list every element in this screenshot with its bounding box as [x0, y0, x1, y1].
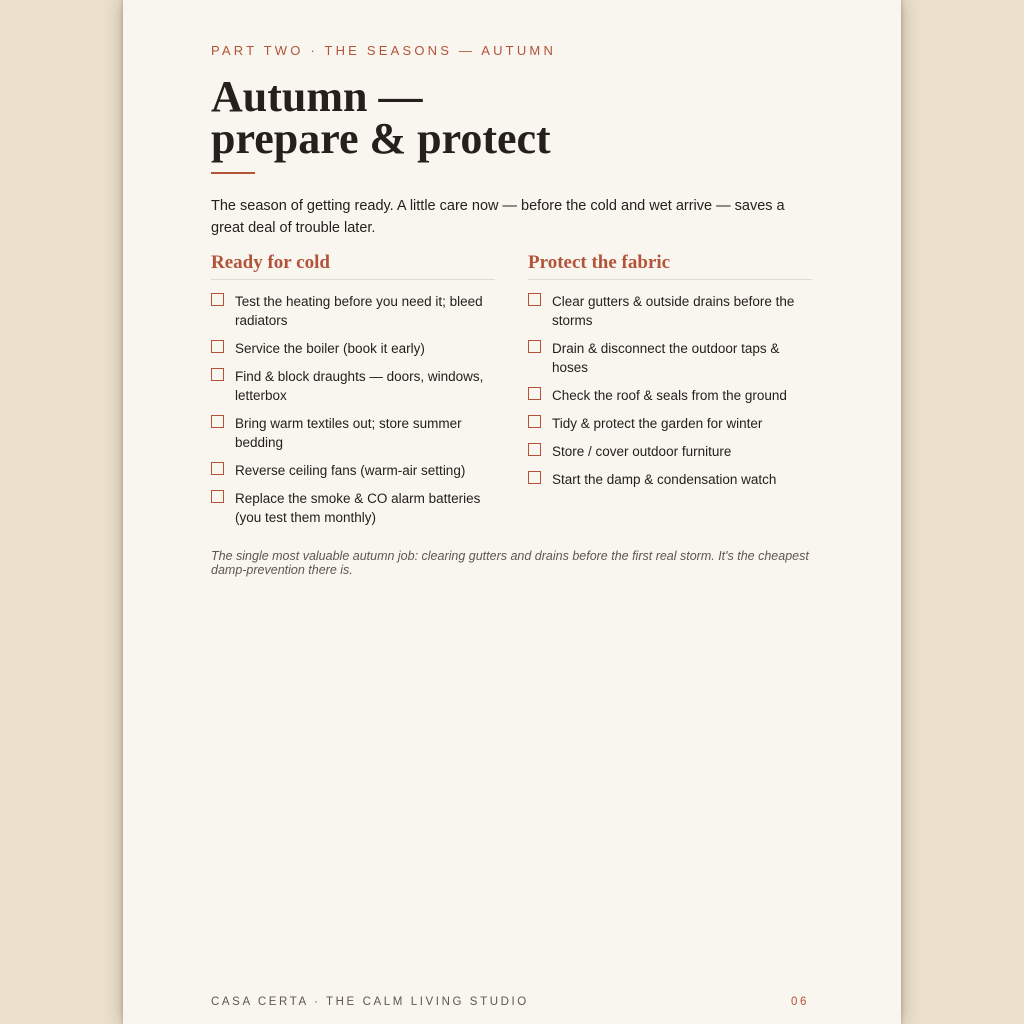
checklist-item-label: Reverse ceiling fans (warm-air setting)	[235, 463, 466, 478]
page-title	[211, 72, 811, 163]
checkbox[interactable]	[528, 293, 541, 306]
checklist-item	[528, 470, 812, 489]
section-protect-the-fabric	[528, 253, 812, 498]
section-kicker: PART TWO · THE SEASONS — AUTUMN	[211, 43, 557, 58]
checklist-item	[528, 386, 812, 405]
checkbox[interactable]	[211, 462, 224, 475]
checklist-item	[211, 292, 495, 330]
section-heading: Protect the fabric	[528, 253, 812, 280]
checklist-item-label: Test the heating before you need it; bleed radiators	[235, 294, 483, 328]
page-title-line-1: Autumn —	[211, 72, 423, 121]
checklist-item	[211, 414, 495, 452]
checklist-item-label: Replace the smoke & CO alarm batteries (you test them monthly)	[235, 491, 481, 525]
checkbox[interactable]	[211, 368, 224, 381]
checklist-item-label: Start the damp & condensation watch	[552, 472, 777, 487]
checklist	[211, 292, 495, 527]
checklist-item	[211, 461, 495, 480]
page-title-line-2: prepare & protect	[211, 114, 551, 163]
checklist-item-label: Find & block draughts — doors, windows, letterbox	[235, 369, 484, 403]
section-ready-for-cold	[211, 253, 495, 536]
checklist-item	[528, 414, 812, 433]
checklist-item	[528, 339, 812, 377]
checklist-item-label: Tidy & protect the garden for winter	[552, 416, 763, 431]
checklist-item-label: Drain & disconnect the outdoor taps & hoses	[552, 341, 780, 375]
checklist-item-label: Bring warm textiles out; store summer bedding	[235, 416, 462, 450]
document-page	[123, 0, 901, 1024]
checklist-item-label: Clear gutters & outside drains before the storms	[552, 294, 795, 328]
checklist-item	[528, 442, 812, 461]
checkbox[interactable]	[528, 471, 541, 484]
intro-paragraph: The season of getting ready. A little care now — before the cold and wet arrive — saves a great deal of trouble later.	[211, 198, 785, 236]
checklist-item	[211, 339, 495, 358]
section-heading: Ready for cold	[211, 253, 495, 280]
checkbox[interactable]	[528, 443, 541, 456]
checklist-item-label: Store / cover outdoor furniture	[552, 444, 732, 459]
checklist-item-label: Service the boiler (book it early)	[235, 341, 425, 356]
title-underline	[211, 172, 255, 174]
checkbox[interactable]	[211, 415, 224, 428]
checklist-item	[211, 489, 495, 527]
footer-brand: CASA CERTA · THE CALM LIVING STUDIO	[211, 996, 529, 1008]
checkbox[interactable]	[211, 490, 224, 503]
checklist-item-label: Check the roof & seals from the ground	[552, 388, 787, 403]
checklist-item	[528, 292, 812, 330]
page-number: 06	[791, 996, 809, 1008]
tip-note: The single most valuable autumn job: clearing gutters and drains before the first real storm. It's the cheapest damp-prevention there is.	[211, 549, 809, 577]
checklist	[528, 292, 812, 489]
checkbox[interactable]	[528, 415, 541, 428]
checkbox[interactable]	[211, 293, 224, 306]
checklist-item	[211, 367, 495, 405]
checkbox[interactable]	[528, 340, 541, 353]
checkbox[interactable]	[528, 387, 541, 400]
checkbox[interactable]	[211, 340, 224, 353]
